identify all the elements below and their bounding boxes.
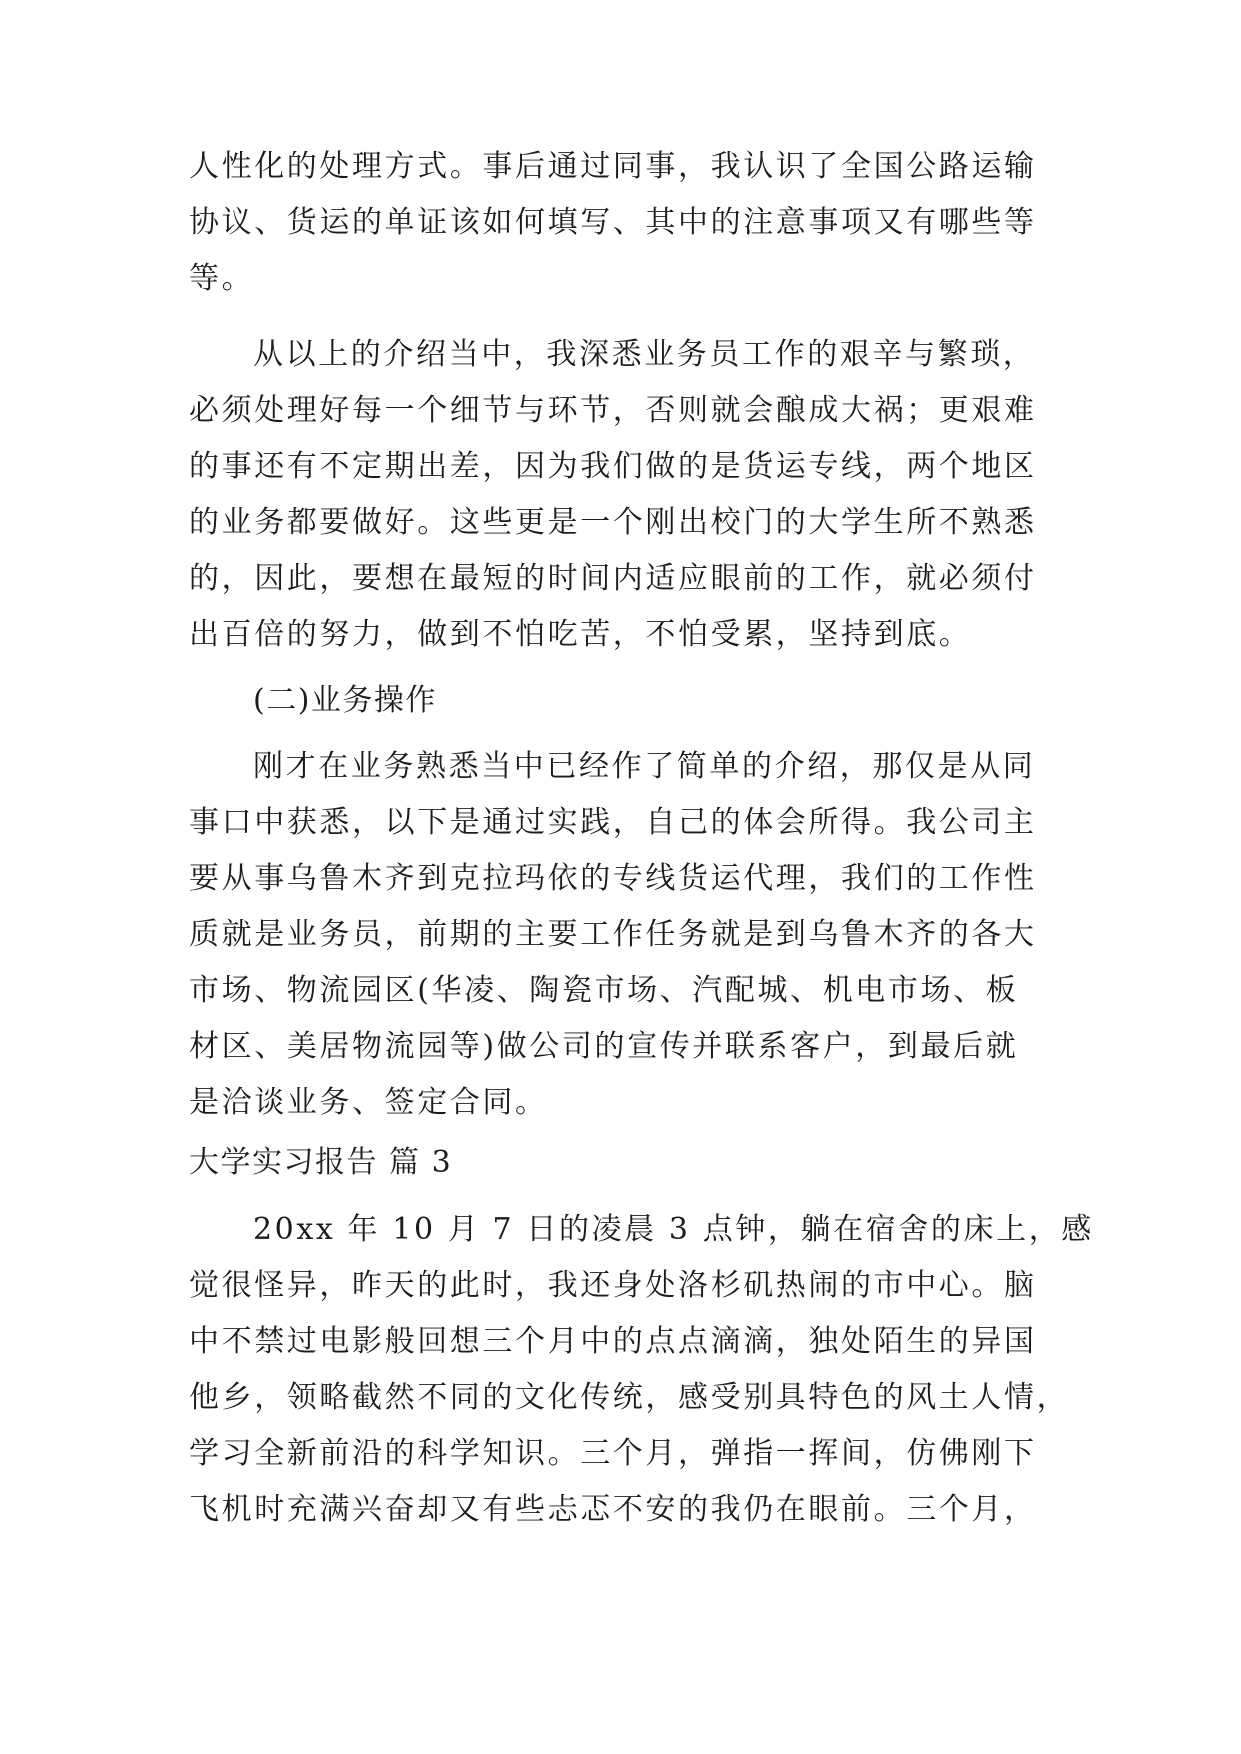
paragraph-line: 刚才在业务熟悉当中已经作了简单的介绍，那仅是从同 — [253, 749, 1036, 784]
report-title: 大学实习报告 篇 3 — [189, 1145, 453, 1180]
paragraph-line: 的业务都要做好。这些更是一个刚出校门的大学生所不熟悉 — [189, 505, 1037, 540]
paragraph-line: 要从事乌鲁木齐到克拉玛依的专线货运代理，我们的工作性 — [189, 861, 1037, 896]
paragraph-line: 人性化的处理方式。事后通过同事，我认识了全国公路运输 — [189, 149, 1037, 184]
paragraph-line: 事口中获悉，以下是通过实践，自己的体会所得。我公司主 — [189, 805, 1037, 840]
paragraph-line: 中不禁过电影般回想三个月中的点点滴滴，独处陌生的异国 — [189, 1324, 1037, 1359]
paragraph-line: 的，因此，要想在最短的时间内适应眼前的工作，就必须付 — [189, 561, 1037, 596]
section-heading: (二)业务操作 — [253, 683, 437, 718]
paragraph-line: 从以上的介绍当中，我深悉业务员工作的艰辛与繁琐， — [253, 337, 1036, 372]
paragraph-line: 必须处理好每一个细节与环节，否则就会酿成大祸；更艰难 — [189, 393, 1037, 428]
paragraph-line: 质就是业务员，前期的主要工作任务就是到乌鲁木齐的各大 — [189, 917, 1037, 952]
paragraph-line: 学习全新前沿的科学知识。三个月，弹指一挥间，仿佛刚下 — [189, 1436, 1037, 1471]
paragraph-line: 他乡，领略截然不同的文化传统，感受别具特色的风土人情， — [189, 1380, 1070, 1415]
paragraph-line: 协议、货运的单证该如何填写、其中的注意事项又有哪些等 — [189, 205, 1037, 240]
paragraph-line: 市场、物流园区(华凌、陶瓷市场、汽配城、机电市场、板 — [189, 973, 1019, 1008]
paragraph-line: 觉很怪异，昨天的此时，我还身处洛杉矶热闹的市中心。脑 — [189, 1268, 1037, 1303]
paragraph-line: 飞机时充满兴奋却又有些忐忑不安的我仍在眼前。三个月， — [189, 1492, 1037, 1527]
paragraph-line: 的事还有不定期出差，因为我们做的是货运专线，两个地区 — [189, 449, 1037, 484]
paragraph-line: 是洽谈业务、签定合同。 — [189, 1085, 548, 1120]
paragraph-line: 等。 — [189, 261, 255, 296]
paragraph-line: 20xx 年 10 月 7 日的凌晨 3 点钟，躺在宿舍的床上，感 — [253, 1212, 1094, 1247]
paragraph-line: 材区、美居物流园等)做公司的宣传并联系客户，到最后就 — [189, 1029, 1019, 1064]
paragraph-line: 出百倍的努力，做到不怕吃苦，不怕受累，坚持到底。 — [189, 617, 972, 652]
